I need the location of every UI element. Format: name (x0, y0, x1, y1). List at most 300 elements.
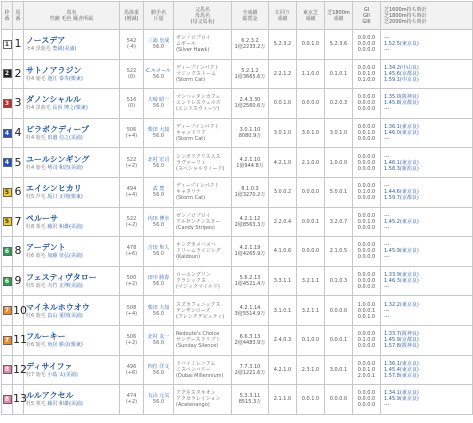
sire-name: キングカメハメハ (176, 242, 216, 249)
jockey-kin: 56.0 (152, 251, 165, 258)
horse-weight: 522 (126, 156, 137, 163)
track-record: 2.3.1.0 (297, 355, 325, 385)
jockey-cell (144, 296, 174, 326)
time-1600[interactable]: 1.33.7(阪神良) (384, 331, 419, 338)
waku-cell (2, 207, 13, 237)
broodmare-sire: (Acatenango) (176, 402, 210, 409)
g1-record: 0.0.0.0 (357, 153, 376, 160)
dam-name: ドリームライジング (176, 248, 221, 255)
time-2000[interactable]: --- (384, 254, 390, 261)
dist-record: 0.0.0.0 (325, 385, 353, 415)
trainer-link[interactable]: 豊岡(美浦) (52, 46, 77, 53)
g3-record: 0.0.1.0 (357, 313, 376, 320)
total-prize: 3億5514.9万 (234, 310, 266, 317)
horse-name-link[interactable]: アーデント (26, 243, 66, 253)
dist-record: 0.2.0.3 (325, 89, 353, 119)
horse-weight: 542 (126, 38, 137, 45)
dam-name: ミスペンバリー (176, 366, 211, 373)
sire-name: スズカフェニックス (176, 301, 221, 308)
broodmare-sire: (Storm Cat) (176, 76, 206, 83)
horse-sex-color: 牡4 鹿毛 (26, 135, 46, 142)
jockey-cell (144, 59, 174, 89)
weight-cell (120, 355, 144, 385)
g1-record: 0.0.0.0 (357, 212, 376, 219)
total-record: 7.7.3.10 (239, 363, 261, 370)
record-cell (232, 207, 269, 237)
g3-record: 2.0.0.1 (357, 372, 376, 379)
pedigree-cell (174, 325, 232, 355)
grade-record-cell (353, 355, 381, 385)
horse-sex-color: 牡6 鹿毛 (26, 342, 46, 349)
horse-cell (24, 30, 120, 60)
trainer-link[interactable]: 加藤 征弘(美浦) (47, 253, 83, 260)
horse-sex-color: セ4 黒鹿毛 (26, 46, 51, 53)
weight-delta: (+6) (125, 369, 138, 376)
jockey-kin: 56.0 (152, 44, 165, 51)
horse-info (26, 313, 119, 319)
jockey-kin: 56.0 (152, 310, 165, 317)
horse-sex-color: 牡5 栗毛 (26, 401, 46, 408)
dam-name: ムギール (176, 41, 196, 48)
horse-name-link[interactable]: ノースデア (26, 36, 66, 46)
trainer-link[interactable]: 角居 勝彦(栗東) (47, 342, 83, 349)
course-record: 2.4.0.3 (269, 325, 297, 355)
table-row (2, 296, 473, 326)
pedigree-cell (174, 118, 232, 148)
time-1800[interactable]: 1.46.0(東京良) (384, 130, 419, 137)
waku-cell (2, 30, 13, 60)
header-times: 芝1600m持ち時計 芝1800m持ち時計 芝2000m持ち時計 (381, 2, 473, 30)
dist-record: 1.0.0.0 (325, 148, 353, 178)
waku-badge: 6 (3, 277, 12, 286)
time-1800[interactable]: 1.45.8(京都良) (384, 100, 419, 107)
trainer-link[interactable]: 畠山 重則(美浦) (47, 312, 83, 319)
horse-info (26, 224, 119, 230)
broodmare-sire: (マジックマイルド) (176, 284, 220, 291)
g3-record: 0.0.0.0 (357, 195, 376, 202)
horse-info (26, 283, 119, 289)
track-record: 0.0.1.0 (297, 385, 325, 415)
horse-cell (24, 325, 120, 355)
g3-record: 0.0.0.0 (357, 224, 376, 231)
jockey-kin: 56.0 (152, 103, 165, 110)
time-1600[interactable]: --- (384, 212, 390, 219)
table-row (2, 118, 473, 148)
horse-info (26, 342, 119, 348)
g3-record: 0.1.0.0 (357, 76, 376, 83)
time-1800[interactable]: 1.52.5(東京良) (384, 41, 419, 48)
horse-name-link[interactable]: ユールシンギング (26, 154, 90, 164)
jockey-link[interactable]: 武 豊 (152, 186, 165, 193)
g3-record: 0.0.0.0 (357, 254, 376, 261)
record-cell (232, 237, 269, 267)
horse-name-link[interactable]: ダノンシャルル (26, 95, 81, 105)
total-record: 5.3.3.11 (239, 393, 261, 400)
dist-record: 3.0.0.1 (325, 355, 353, 385)
horse-sex-color: 牡4 鹿毛 (26, 75, 46, 82)
time-1800[interactable]: 1.45.2(東京良) (384, 218, 419, 225)
pedigree-cell (174, 207, 232, 237)
broodmare-sire: (Kaldoun) (176, 254, 201, 261)
horse-cell (24, 148, 120, 178)
jockey-kin: 56.0 (152, 340, 165, 347)
time-1600[interactable]: 1.36.1(東京良) (384, 124, 419, 131)
header-jockey: 騎手名 斤量 (144, 2, 174, 30)
race-entry-table (1, 1, 473, 415)
dist-record: 0.0.0.0 (325, 296, 353, 326)
total-record: 8.1.0.3 (241, 186, 259, 193)
header-uma: 馬 番 (13, 2, 24, 30)
horse-cell (24, 118, 120, 148)
jockey-link[interactable]: 柴田 大知 (147, 127, 170, 134)
time-2000[interactable]: --- (384, 224, 390, 231)
total-prize: 1億2233.2万 (234, 44, 266, 51)
jockey-link[interactable]: 田中 勝春 (147, 275, 170, 282)
horse-cell (24, 89, 120, 119)
waku-badge: 6 (3, 247, 12, 256)
time-1800[interactable]: 1.46.3(東京良) (384, 278, 419, 285)
track-record: 1.1.0.0 (297, 59, 325, 89)
trainer-link[interactable]: 長浜 博之(栗東) (52, 105, 88, 112)
time-cell (381, 266, 473, 296)
time-1600[interactable]: --- (384, 35, 390, 42)
weight-delta: (+2) (125, 162, 138, 169)
jockey-kin: 56.0 (152, 73, 165, 80)
table-row (2, 385, 473, 415)
horse-sex-color: 牡5 芦毛 (26, 194, 46, 201)
track-record: 0.0.0.0 (297, 177, 325, 207)
horse-name-link[interactable]: エイシンヒカリ (26, 184, 82, 194)
waku-badge: 1 (3, 40, 12, 49)
time-1800[interactable]: 1.45.9(京都良) (384, 337, 419, 344)
track-record: 0.1.0.0 (297, 325, 325, 355)
g2-record: 0.0.0.0 (357, 278, 376, 285)
header-weight: 馬体重 (増減) (120, 2, 144, 30)
horse-name-link[interactable]: ルルアクセル (26, 391, 74, 401)
time-1800[interactable]: 1.45.4(東京良) (384, 366, 419, 373)
time-2000[interactable]: --- (384, 47, 390, 54)
table-row (2, 177, 473, 207)
total-prize: 1億2560.6万 (234, 103, 266, 110)
grade-record-cell (353, 266, 381, 296)
trainer-link[interactable]: 藤沢 和雄(美浦) (47, 401, 83, 408)
pedigree-cell (174, 30, 232, 60)
jockey-kin: 56.0 (152, 192, 165, 199)
weight-cell (120, 385, 144, 415)
broodmare-sire: (フレンチデピュティ) (176, 313, 225, 320)
horse-weight: 522 (126, 67, 137, 74)
course-record: 4.2.1.0 (269, 355, 297, 385)
dam-name: テンザンローズ (176, 307, 211, 314)
trainer-link[interactable]: 大竹 正博(美浦) (47, 283, 83, 290)
grade-record-cell (353, 118, 381, 148)
time-1600[interactable]: --- (384, 183, 390, 190)
g2-record: 0.0.0.1 (357, 307, 376, 314)
uma-number: 3 (13, 89, 24, 119)
time-1600[interactable]: 1.36.1(東京良) (384, 360, 419, 367)
total-prize: 1億3270.2万 (234, 192, 266, 199)
time-1800[interactable]: --- (384, 307, 390, 314)
grade-record-cell (353, 207, 381, 237)
horse-weight: 506 (126, 334, 137, 341)
time-1600[interactable]: 1.33.9(東京良) (384, 272, 419, 279)
track-record: 3.0.1.0 (297, 118, 325, 148)
horse-cell (24, 177, 120, 207)
time-1800[interactable]: 1.44.6(東京良) (384, 189, 419, 196)
total-prize: 1億4521.4万 (234, 281, 266, 288)
pedigree-cell (174, 296, 232, 326)
g2-record: 0.0.1.0 (357, 70, 376, 77)
track-record: 0.0.0.0 (297, 237, 325, 267)
uma-number: 7 (13, 207, 24, 237)
jockey-link[interactable]: 三浦 皇成 (147, 38, 170, 45)
waku-badge: 7 (3, 306, 12, 315)
total-record: 4.2.1.19 (239, 245, 261, 252)
table-header-row (2, 2, 473, 30)
jockey-cell (144, 177, 174, 207)
track-record: 2.1.0.0 (297, 148, 325, 178)
weight-cell (120, 296, 144, 326)
trainer-link[interactable]: 池江 泰寿(栗東) (47, 75, 83, 82)
g2-record: 0.0.1.0 (357, 218, 376, 225)
waku-cell (2, 355, 13, 385)
horse-weight: 500 (126, 275, 137, 282)
weight-cell (120, 30, 144, 60)
record-cell (232, 59, 269, 89)
weight-delta: (-4) (127, 44, 136, 51)
horse-cell (24, 207, 120, 237)
uma-number: 8 (13, 237, 24, 267)
header-track: 東京芝 成績 (297, 2, 325, 30)
time-2000[interactable]: --- (384, 402, 390, 409)
jockey-kin: 56.0 (152, 369, 165, 376)
jockey-cell (144, 30, 174, 60)
jockey-cell (144, 385, 174, 415)
time-2000[interactable]: 1.58.3(新潟良) (384, 165, 419, 172)
waku-badge: 5 (3, 217, 12, 226)
g1-record: 0.0.0.0 (357, 124, 376, 131)
jockey-cell (144, 325, 174, 355)
time-2000[interactable]: --- (384, 136, 390, 143)
weight-cell (120, 148, 144, 178)
trainer-link[interactable]: 小島 太(美浦) (47, 371, 78, 378)
jockey-link[interactable]: 北村 友一 (147, 334, 170, 341)
waku-cell (2, 148, 13, 178)
total-prize: 8080.9万 (238, 133, 262, 140)
time-1800[interactable]: 1.45.9(東京良) (384, 396, 419, 403)
horse-cell (24, 385, 120, 415)
track-record: 0.0.0.0 (297, 89, 325, 119)
horse-sex-color: 牡6 鹿毛 (26, 312, 46, 319)
jockey-link[interactable]: 柴田 大知 (147, 304, 170, 311)
horse-name-link[interactable]: マイネルホウオウ (26, 302, 90, 312)
record-cell (232, 296, 269, 326)
horse-name-link[interactable]: フェスティヴタロー (26, 273, 97, 283)
horse-weight: 522 (126, 215, 137, 222)
horse-name-link[interactable]: フルーキー (26, 332, 66, 342)
horse-info (26, 46, 119, 52)
uma-number: 11 (13, 325, 24, 355)
horse-weight: 496 (126, 363, 137, 370)
weight-cell (120, 118, 144, 148)
broodmare-sire: (Sunday Silence) (176, 343, 219, 350)
record-cell (232, 118, 269, 148)
total-prize: 2億1221.6万 (234, 369, 266, 376)
weight-cell (120, 59, 144, 89)
g2-record: 0.1.0.0 (357, 337, 376, 344)
jockey-cell (144, 89, 174, 119)
jockey-link[interactable]: 四位 洋文 (147, 363, 170, 370)
time-2000[interactable]: 1.59.7(京都良) (384, 195, 419, 202)
course-record: 2.1.1.0 (269, 385, 297, 415)
waku-cell (2, 296, 13, 326)
trainer-link[interactable]: 田邉 信之(美浦) (47, 135, 83, 142)
time-cell (381, 385, 473, 415)
g1-record: 0.0.0.0 (357, 183, 376, 190)
track-record: 3.2.1.1 (297, 296, 325, 326)
horse-info (26, 105, 119, 111)
dam-name: サンデースクリプト (176, 337, 221, 344)
horse-sex-color: 牡6 鹿毛 (26, 253, 46, 260)
g1-record: 0.0.0.0 (357, 390, 376, 397)
weight-delta: (+4) (125, 192, 138, 199)
header-horse-name: 馬名 性齢 毛色 厩舎所属 (24, 2, 120, 30)
total-prize: 1億3665.6万 (234, 73, 266, 80)
dist-record: 2.1.0.5 (325, 237, 353, 267)
horse-name-link[interactable]: ペルーサ (26, 213, 58, 223)
jockey-link[interactable]: 内田 博幸 (147, 215, 170, 222)
uma-number: 2 (13, 59, 24, 89)
g1-record: 0.0.0.0 (357, 360, 376, 367)
grade-record-cell (353, 325, 381, 355)
time-1600[interactable]: --- (384, 153, 390, 160)
header-dist: 芝1800m 成績 (325, 2, 353, 30)
jockey-link[interactable]: 丸山 元気 (147, 393, 170, 400)
dist-record: 0.1.0.1 (325, 59, 353, 89)
jockey-cell (144, 266, 174, 296)
course-record: 2.2.1.2 (269, 59, 297, 89)
time-1600[interactable]: --- (384, 242, 390, 249)
time-1600[interactable]: 1.34.1(東京良) (384, 390, 419, 397)
trainer-link[interactable]: 藤沢 和雄(美浦) (47, 223, 83, 230)
time-1600[interactable]: 1.32.2(東京良) (384, 301, 419, 308)
waku-cell (2, 266, 13, 296)
waku-cell (2, 89, 13, 119)
broodmare-sire: (Silver Hawk) (176, 47, 210, 54)
total-record: 6.2.3.2 (241, 38, 259, 45)
header-record: 全成績 総賞金 (232, 2, 269, 30)
jockey-kin: 56.0 (152, 399, 165, 406)
dam-name: マジックストーム (176, 70, 216, 77)
table-row (2, 30, 473, 60)
course-record: 0.0.1.0 (269, 89, 297, 119)
total-prize: 2億8563.3万 (234, 221, 266, 228)
total-record: 4.2.1.12 (239, 215, 261, 222)
weight-delta: (+4) (125, 310, 138, 317)
weight-delta: (+4) (125, 133, 138, 140)
jockey-link[interactable]: 吉田 隼人 (147, 245, 170, 252)
time-cell (381, 118, 473, 148)
broodmare-sire: (スペシャルウィーク) (176, 165, 225, 172)
broodmare-sire: (Candy Stripes) (176, 224, 215, 231)
record-cell (232, 30, 269, 60)
uma-number: 10 (13, 296, 24, 326)
waku-cell (2, 237, 13, 267)
total-record: 4.2.1.14 (239, 304, 261, 311)
time-1600[interactable]: 1.34.2(中山良) (384, 64, 419, 71)
course-record: 5.2.3.2 (269, 30, 297, 60)
grade-record-cell (353, 30, 381, 60)
time-2000[interactable]: 1.57.8(東京良) (384, 372, 419, 379)
trainer-link[interactable]: 勢司 和浩(美浦) (47, 164, 83, 171)
jockey-link[interactable]: 北村 宏司 (147, 156, 170, 163)
weight-delta: (0) (127, 103, 136, 110)
record-cell (232, 325, 269, 355)
weight-cell (120, 325, 144, 355)
jockey-link[interactable]: 大崎 昭一 (147, 97, 170, 104)
total-prize: 1億944.8万 (236, 162, 264, 169)
total-prize: 2億4483.9万 (234, 340, 266, 347)
course-record: 3.0.1.0 (269, 118, 297, 148)
record-cell (232, 385, 269, 415)
dam-name: キャタリナ (176, 189, 201, 196)
horse-name-link[interactable]: ディサイファ (26, 361, 73, 371)
weight-delta: (+2) (125, 221, 138, 228)
time-cell (381, 355, 473, 385)
waku-badge: 7 (3, 336, 12, 345)
time-2000[interactable]: --- (384, 284, 390, 291)
header-waku: 枠 番 (2, 2, 13, 30)
dam-name: エンドレスウェルズ (176, 100, 221, 107)
course-record: 3.1.0.1 (269, 296, 297, 326)
sire-name: ローエングリン (176, 272, 211, 279)
jockey-link[interactable]: C.ルメール (146, 67, 171, 74)
uma-number: 1 (13, 30, 24, 60)
table-row (2, 148, 473, 178)
time-1600[interactable]: 1.35.0(阪神良) (384, 94, 419, 101)
time-cell (381, 325, 473, 355)
jockey-cell (144, 207, 174, 237)
time-2000[interactable]: --- (384, 106, 390, 113)
waku-badge: 4 (3, 129, 12, 138)
g3-record: 0.0.0.0 (357, 343, 376, 350)
time-cell (381, 296, 473, 326)
table-row (2, 59, 473, 89)
time-2000[interactable]: 1.57.8(阪神良) (384, 343, 419, 350)
g3-record: 0.0.0.0 (357, 106, 376, 113)
time-1800[interactable]: 1.46.1(東京良) (384, 159, 419, 166)
time-1800[interactable]: 1.45.9(東京良) (384, 248, 419, 255)
waku-cell (2, 177, 13, 207)
time-2000[interactable]: --- (384, 313, 390, 320)
weight-cell (120, 177, 144, 207)
horse-weight: 478 (126, 245, 137, 252)
total-record: 2.4.3.30 (239, 97, 261, 104)
trainer-link[interactable]: 坂口 正則(栗東) (47, 194, 83, 201)
horse-weight: 494 (126, 186, 137, 193)
dam-name: クラシックス (176, 278, 206, 285)
time-1800[interactable]: 1.45.6(京都良) (384, 70, 419, 77)
table-row (2, 355, 473, 385)
header-course: 左回り 成績 (269, 2, 297, 30)
track-record: 0.0.0.1 (297, 207, 325, 237)
horse-name-link[interactable]: サトノアラジン (26, 65, 82, 75)
jockey-cell (144, 237, 174, 267)
horse-name-link[interactable]: ピラボクディープ (26, 125, 89, 135)
time-2000[interactable]: 1.59.1(中京良) (384, 76, 419, 83)
table-row (2, 207, 473, 237)
grade-record-cell (353, 148, 381, 178)
